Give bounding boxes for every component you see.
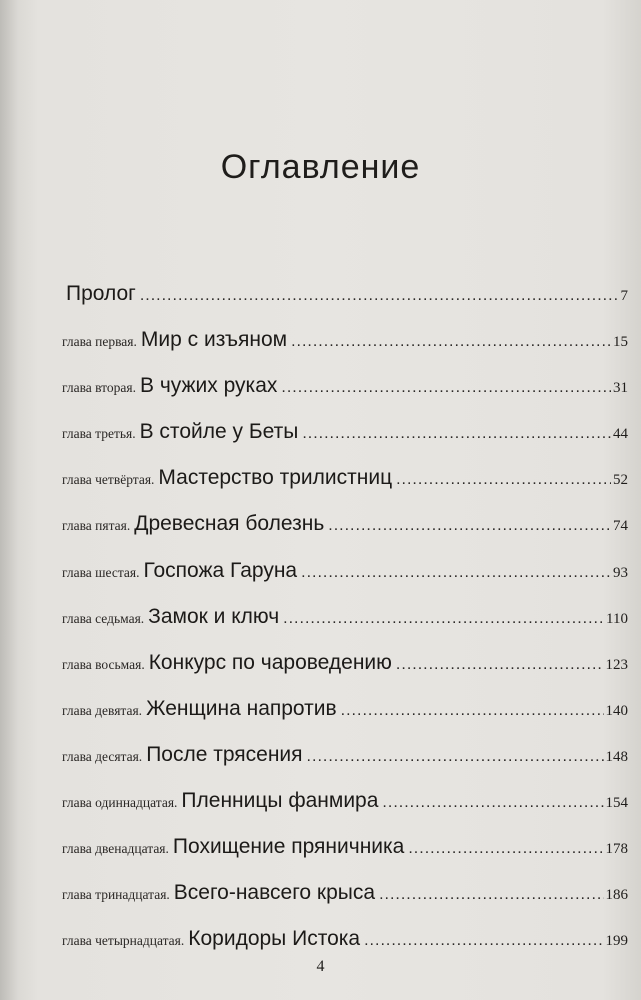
chapter-label: глава пятая.: [62, 518, 131, 534]
toc-entry: [62, 512, 628, 558]
dot-leader: [301, 564, 611, 582]
chapter-page-number: 44: [613, 426, 628, 443]
chapter-page-number: 199: [605, 933, 628, 950]
chapter-title: В стойле у Беты: [139, 420, 299, 444]
toc-entry: [62, 789, 628, 835]
chapter-title: Пленницы фанмира: [181, 789, 379, 813]
chapter-title: Женщина напротив: [146, 696, 337, 720]
dot-leader: [291, 333, 611, 351]
chapter-title: Замок и ключ: [148, 604, 280, 628]
chapter-label: глава восьмая.: [62, 656, 145, 672]
chapter-page-number: 52: [613, 472, 628, 489]
chapter-title: Похищение пряничника: [172, 835, 405, 859]
dot-leader: [328, 517, 611, 535]
chapter-page-number: 74: [613, 518, 628, 535]
chapter-page-number: 31: [613, 380, 628, 397]
page-number: 4: [316, 958, 325, 975]
chapter-title: Конкурс по чароведению: [148, 650, 392, 674]
toc-entry: [62, 835, 628, 881]
toc-entry: [62, 697, 628, 743]
dot-leader: [382, 794, 603, 812]
chapter-title: После трясения: [146, 742, 303, 766]
toc-entry: [62, 743, 628, 789]
chapter-title: Пролог: [66, 282, 136, 305]
chapter-page-number: 7: [620, 288, 628, 304]
chapter-label: глава двенадцатая.: [62, 841, 169, 857]
chapter-title: Всего-навсего крыса: [173, 881, 376, 905]
chapter-page-number: 178: [605, 841, 628, 858]
dot-leader: [364, 932, 603, 950]
chapter-title: Мир с изъяном: [140, 328, 288, 352]
chapter-label: глава десятая.: [62, 748, 143, 764]
toc-entry: [62, 282, 628, 328]
chapter-page-number: 93: [613, 564, 628, 581]
chapter-page-number: 15: [613, 334, 628, 351]
toc-entry: [62, 881, 628, 927]
chapter-title: Госпожа Гаруна: [143, 558, 298, 582]
chapter-page-number: 110: [606, 610, 628, 627]
toc-entry: [62, 559, 628, 605]
chapter-title: Коридоры Истока: [188, 927, 361, 951]
dot-leader: [341, 702, 604, 720]
chapter-page-number: 186: [605, 887, 628, 904]
chapter-title: Мастерство трилистниц: [158, 466, 393, 490]
chapter-label: глава вторая.: [62, 380, 136, 396]
toc-entry: [62, 374, 628, 420]
dot-leader: [408, 840, 603, 858]
chapter-label: глава четырнадцатая.: [62, 933, 185, 949]
toc-entry: [62, 651, 628, 697]
chapter-page-number: 154: [605, 795, 628, 812]
chapter-label: глава одиннадцатая.: [62, 795, 178, 811]
chapter-label: глава первая.: [62, 334, 137, 350]
chapter-page-number: 140: [605, 702, 628, 719]
toc-entry: [62, 466, 628, 512]
dot-leader: [302, 425, 611, 443]
chapter-label: глава шестая.: [62, 564, 140, 580]
dot-leader: [396, 656, 604, 674]
toc-entry: [62, 605, 628, 651]
dot-leader: [307, 748, 604, 766]
page-title: Оглавление: [220, 148, 421, 186]
dot-leader: [281, 379, 611, 397]
dot-leader: [396, 471, 611, 489]
chapter-page-number: 148: [605, 748, 628, 765]
chapter-label: глава третья.: [62, 426, 136, 442]
chapter-label: глава четвёртая.: [62, 472, 155, 488]
chapter-label: глава девятая.: [62, 702, 143, 718]
chapter-label: глава тринадцатая.: [62, 887, 170, 903]
chapter-page-number: 123: [605, 656, 628, 673]
chapter-title: В чужих руках: [139, 374, 278, 398]
dot-leader: [283, 610, 604, 628]
toc-entry: [62, 328, 628, 374]
chapter-title: Древесная болезнь: [134, 512, 325, 536]
table-of-contents: [62, 282, 628, 973]
chapter-label: глава седьмая.: [62, 610, 145, 626]
dot-leader: [379, 886, 603, 904]
toc-entry: [62, 420, 628, 466]
dot-leader: [140, 287, 619, 305]
